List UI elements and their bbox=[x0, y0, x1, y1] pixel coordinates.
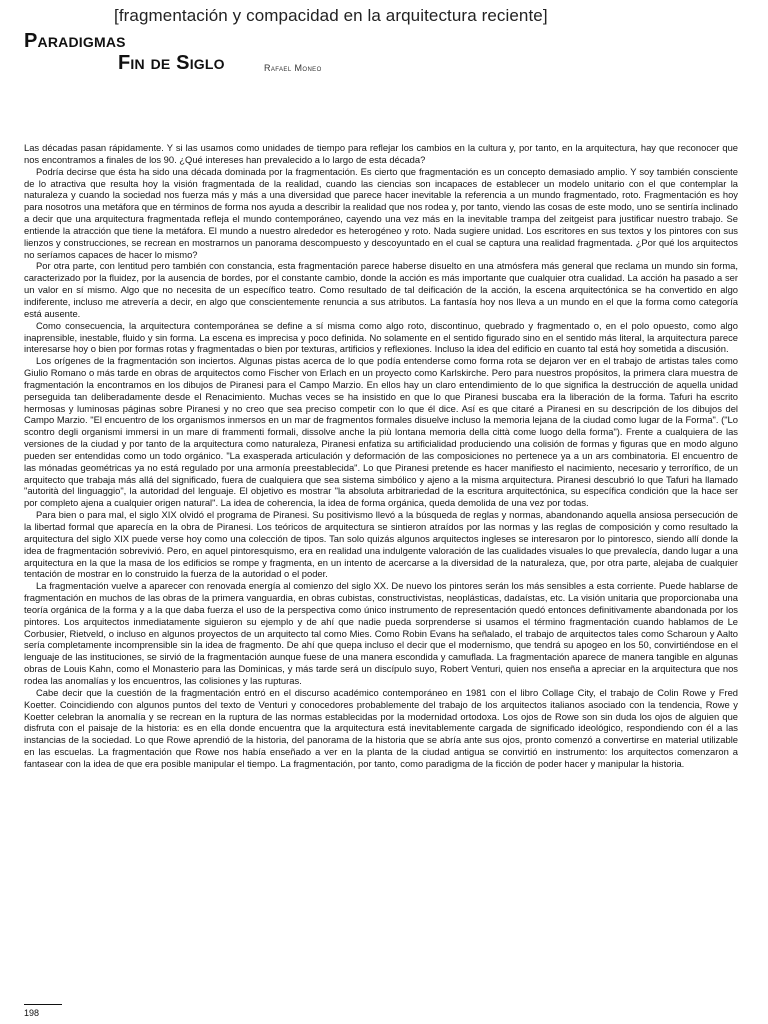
body-paragraph-1: Las décadas pasan rápidamente. Y si las usamos como unidades de tiempo para reflejar los cambios en la cultura y, por tanto, en la arquitectura, hay que reconocer que nos encontramos a finales de los 90. ¿Qué intereses han prevalecido a lo largo de esta década? bbox=[24, 142, 738, 165]
article-body bbox=[24, 142, 738, 770]
article-supertitle: [fragmentación y compacidad en la arquitectura reciente] bbox=[114, 6, 548, 25]
body-paragraph-6: Para bien o para mal, el siglo XIX olvidó el programa de Piranesi. Su positivismo llevó a la búsqueda de reglas y normas, abandonando aquella ansiosa persecución de la libertad formal que aparecía en la obra de Piranesi. Los teóricos de arquitectura se sintieron atraídos por las normas y las reglas de composición y como resultado la arquitectura del siglo XIX puede verse hoy como una colección de tipos. Tan solo quizás algunos arquitectos ingleses se interesaron por lo pintoresco, siendo allí donde la idea de fragmentación sobrevivió. Pero, en aquel pintoresquismo, era en realidad una indulgente valoración de las cualidades visuales lo que prevalecía, dando lugar a una arquitectura en la que la masa de los edificios se rompe y fragmenta, en un intento de acercarse a la diversidad de la naturaleza, que, por otra parte, alejaba de cualquier tentación de mostrar en lo construido la fuerza de la autoridad o el poder. bbox=[24, 509, 738, 580]
page-number: 198 bbox=[24, 1008, 40, 1018]
body-paragraph-7: La fragmentación vuelve a aparecer con renovada energía al comienzo del siglo XX. De nuevo los pintores serán los más sensibles a esta corriente. Puede hablarse de fragmentación en muchos de las obras de la primera vanguardia, en obras cubistas, constructivistas, neoplásticas, dadaístas, etc. La visión unitaria que proporcionaba una teoría orgánica de la forma y a la que daba fuerza el uso de la perspectiva como único instrumento de representación quedó entonces definitivamente abandonada por los pintores. Los arquitectos inmediatamente siguieron su ejemplo y de ahí que nadie pueda sorprenderse si usamos el término fragmentación cuando hablamos de Le Corbusier, Rietveld, o incluso en algunos proyectos de un arquitecto tal como Mies. Como Robin Evans ha señalado, el trabajo de arquitectos tales como Scharoun y Aalto sería completamente incomprensible sin la idea de fragmento. De ahí que quepa incluso el decir que el modernismo, que tendrá su apogeo en los 50, convirtiéndose en el lenguaje de las instituciones, se sirvió de la fragmentación aunque fuese de una manera escondida y camuflada. La fragmentación aparece de manera tangible en algunas obras de Louis Kahn, como el Monasterio para las Dominicas, y más tarde será un discípulo suyo, Robert Venturi, quien nos enseña a apreciar en la arquitectura que nos rodea las anomalías y los encuentros, las colisiones y las rupturas. bbox=[24, 580, 738, 686]
body-paragraph-8: Cabe decir que la cuestión de la fragmentación entró en el discurso académico contemporáneo en 1981 con el libro Collage City, el trabajo de Colin Rowe y Fred Koetter. Coincidiendo con algunos puntos del texto de Venturi y conocedores probablemente del trabajo de los arquitectos italianos asociado con la tendencia, Rowe y Koetter celebran la anomalía y se recrean en la ruptura de las normas establecidas por la modernidad ortodoxa. Los ojos de Rowe son sin duda los ojos de alguien que disfruta con el paisaje de la historia: es en ella donde encuentra que la arquitectura está inevitablemente cargada de significado ideológico, respondiendo con él a las instancias de la sociedad. Lo que Rowe aprendió de la historia, del panorama de la historia que se abría ante sus ojos, pronto comenzó a convertirse en material utilizable en las escuelas. La fragmentación que Rowe nos había enseñado a ver en la planta de la ciudad antigua se convirtió en instrumento: los arquitectos comenzaron a fantasear con la idea de que era posible manipular el tiempo. La fragmentación, por tanto, como paradigma de la ficción de poder hacer y manipular la historia. bbox=[24, 686, 738, 769]
article-title-line-1: Paradigmas bbox=[24, 30, 126, 52]
body-paragraph-2: Podría decirse que ésta ha sido una década dominada por la fragmentación. Es cierto que fragmentación es un concepto demasiado amplio. Y soy también consciente de lo atractiva que resulta hoy la visión fragmentada de la realidad, cuando las ciencias son incapaces de establecer un modelo unitario con el que contemplar la naturaleza y cuando la sociedad nos fuerza más y más a una diversidad que parece hacer inevitable la referencia a un mundo fragmentado, roto. Fragmentación es hoy para nosotros una metáfora que en términos de forma nos ayuda a describir la realidad que nos rodea y, por tanto, viendo las cosas de este modo, uno se sentiría inclinado a decir que una arquitectura fragmentada refleja el mundo contemporáneo, cayendo una vez más en la inevitable trampa del zeitgeist para justificar nuestro trabajo. Se entiende la atracción que tiene la metáfora. El mundo a nuestro alrededor es heterogéneo y roto. Nada sugiere unidad. Los escritores en sus textos y los pintores con sus lienzos y construcciones, se recrean en mostrarnos un panorama descompuesto y descoyuntado en el cual se captura una realidad fragmentada. ¿Por qué los arquitectos no seríamos capaces de hacer lo mismo? bbox=[24, 165, 738, 260]
article-author: Rafael Moneo bbox=[264, 63, 322, 73]
article-title-line-2: Fin de Siglo bbox=[118, 52, 225, 74]
body-paragraph-3: Por otra parte, con lentitud pero también con constancia, esta fragmentación parece haberse disuelto en una atmósfera más general que reclama un mundo sin forma, caracterizado por la fluidez, por la ausencia de bordes, por el constante cambio, donde la acción es más importante que cualquier otra cualidad. La acción ha pasado a ser un valor en sí mismo. Algo que no necesita de un específico teatro. Como resultado de tal deificación de la acción, la escena arquitectónica se ha convertido en algo indiferente, incluso me atrevería a decir, en algo que conscientemente renuncia a sus atributos. La fantasía hoy nos lleva a un mundo en el que la forma como categoría está ausente. bbox=[24, 260, 738, 319]
body-paragraph-4: Como consecuencia, la arquitectura contemporánea se define a sí misma como algo roto, discontinuo, quebrado y fragmentado o, en el polo opuesto, como algo inaprensible, inestable, fluido y sin forma. La escena es imprecisa y poco definida. No solamente en el sentido figurado sino en el sentido más literal, la arquitectura parece interesarse hoy o bien por formas rotas y fragmentadas o bien por texturas, artificios y reflexiones. Incluso la idea del edificio en cuanto tal está hoy sometida a discusión. bbox=[24, 319, 738, 355]
body-paragraph-5: Los orígenes de la fragmentación son inciertos. Algunas pistas acerca de lo que podía entenderse como forma rota se dejaron ver en el trabajo de artistas tales como Giulio Romano o más tarde en obras de arquitectos como Fischer von Erlach en un proyecto como Karlskirche. Pero para nuestros propósitos, la primera clara muestra de fragmentación la encontramos en los dibujos de Piranesi para el Campo Marzio. En ellos hay un claro entendimiento de lo que significa la destrucción de aquella unidad perseguida tan deliberadamente desde el Renacimiento. Muchas veces se ha insistido en que lo que Piranesi buscaba era la liberación de la forma. Tafuri ha escrito hermosas y luminosas páginas sobre Piranesi y no creo que sea preciso competir con lo que él dice. Así es que citaré a Piranesi en su descripción de los dibujos del Campo Marzio. "El encuentro de los organismos inmersos en un mar de fragmentos formales disuelve incluso la memoria lejana de la ciudad como lugar de la Forma". ("Lo scontro degli organismi immersi in un mare di frammenti formali, dissolve anche la più lontana memoria della città come luogo della forma"). Frente a cualquiera de las versiones de la ciudad y por tanto de la arquitectura como naturaleza, Piranesi enfatiza su artificialidad produciendo una colisión de formas y figuras que en modo alguno pueden ser entendidas como un todo orgánico. "La exasperada articulación y deformación de las composiciones no pertenece ya a un ars combinatoria. El encuentro de las mónadas geométricas ya no está regulado por una armonía preestablecida". Lo que Piranesi pretende es hacer manifiesto el nacimiento, necesario y terrorífico, de un arquitecto que trabaja más allá del significado, fuera de cualquiera que sea sistema simbólico y ajeno a la misma arquitectura. Piranesi descubrió lo que Tafuri ha llamado "autorità del linguaggio", la autoridad del lenguaje. El objetivo es mostrar "la absoluta arbitrariedad de la escritura arquitectónica, su específica condición que la hace ser por completo ajena a cualquier origen natural". La idea de coherencia, la idea de forma orgánica, queda demolida de una vez por todas. bbox=[24, 355, 738, 509]
footer-rule bbox=[24, 1004, 62, 1005]
